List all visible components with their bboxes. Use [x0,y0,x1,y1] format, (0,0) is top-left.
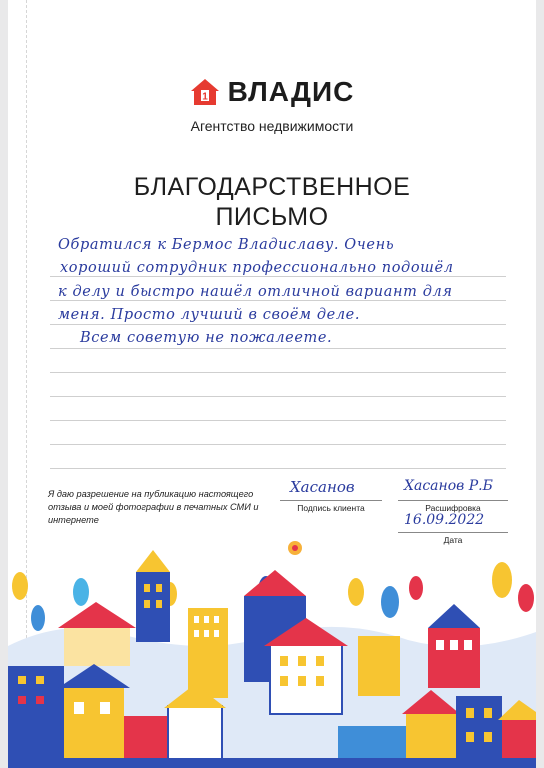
review-line-3: к делу и быстро нашёл отличной вариант для [58,283,453,300]
review-line-5: Всем советую не пожалеете. [80,330,333,347]
company-logo [8,76,536,111]
date-line [398,532,508,533]
letter-sheet [8,0,536,768]
ruled-line [50,445,506,469]
handwritten-review [58,234,518,350]
tree-icon [73,578,89,606]
ruled-line [50,421,506,445]
building [136,572,170,642]
tree-icon [381,586,399,618]
signature-line [280,500,382,501]
title-line-1: БЛАГОДАРСТВЕННОЕ [133,173,411,201]
tagline: Агентство недвижимости [190,118,354,134]
review-line-4: меня. Просто лучший в своём деле. [58,306,361,323]
building [64,626,130,666]
house-logo-icon [190,78,220,106]
building [64,686,124,768]
ruled-line [50,349,506,373]
signature-caption: Подпись клиента [297,503,365,513]
review-line-2: хороший сотрудник профессионально подошёл [60,260,454,277]
decoding-line [398,500,508,501]
consent-text: Я даю разрешение на публикацию настоящего отзыва и моей фотографии в печатных СМИ и интернете [48,489,259,525]
building [456,696,502,768]
building [428,628,480,688]
title-line-2: ПИСЬМО [215,203,329,231]
logo-badge: 1 [201,91,208,103]
review-line-1: Обратился к Бермос Владиславу. Очень [58,237,395,253]
date-caption: Дата [443,535,463,545]
tree-icon [409,576,423,600]
ground [8,758,536,768]
tree-icon [31,605,45,631]
brand-name: ВЛАДИС [227,76,355,107]
client-signature: Хасанов [290,478,355,496]
city-illustration [8,536,536,768]
letter-title [8,172,536,232]
tree-icon [12,572,28,600]
tree-icon [348,578,364,606]
decoding-caption: Расшифровка [425,503,481,513]
date-value: 16.09.2022 [404,512,485,528]
tree-icon [518,584,534,612]
tree-icon [492,562,512,598]
decoding-value: Хасанов Р.Б [404,478,493,494]
building [358,636,400,696]
ruled-line [50,397,506,421]
ruled-line [50,373,506,397]
